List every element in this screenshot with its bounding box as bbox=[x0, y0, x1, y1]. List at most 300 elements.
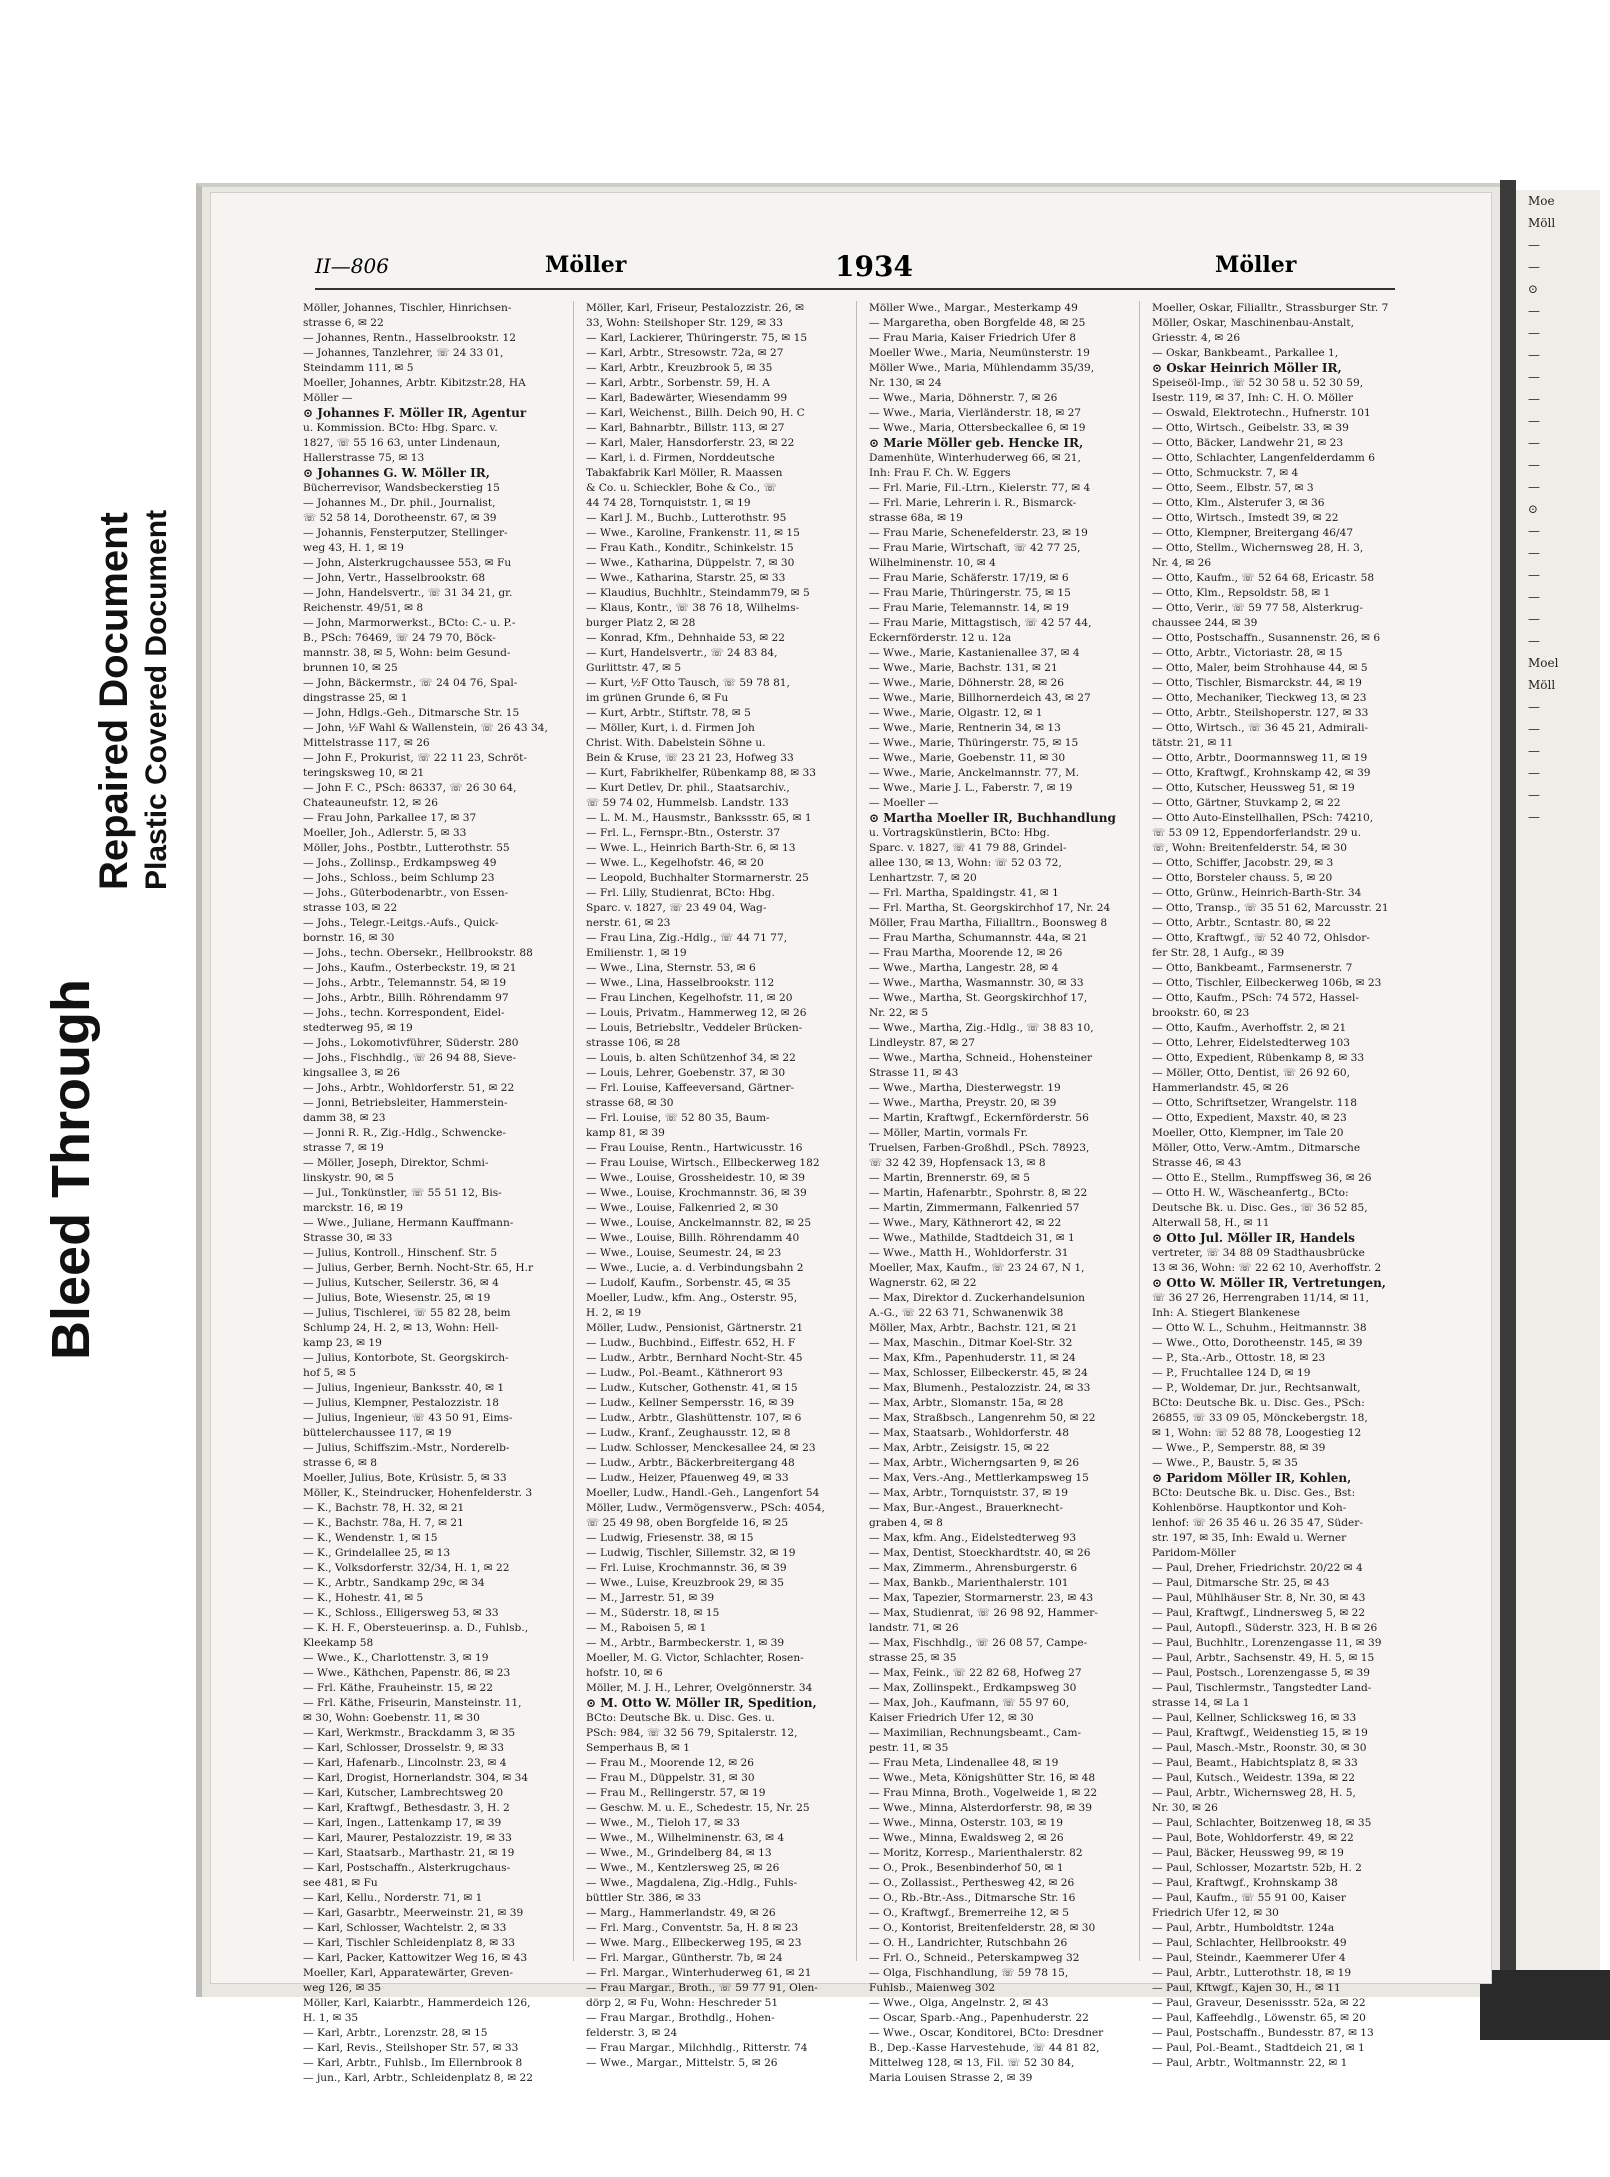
directory-entry: Kaiser Friedrich Ufer 12, ✉ 30 bbox=[869, 1712, 1034, 1724]
directory-entry: — Otto, Seem., Elbstr. 57, ✉ 3 bbox=[1152, 482, 1314, 494]
directory-entry: — Maximilian, Rechnungsbeamt., Cam- bbox=[869, 1727, 1082, 1739]
directory-entry: ☏ 59 74 02, Hummelsb. Landstr. 133 bbox=[586, 797, 789, 809]
directory-entry: — Karl, Schlosser, Wachtelstr. 2, ✉ 33 bbox=[303, 1922, 507, 1934]
directory-entry: — Otto, Gärtner, Stuvkamp 2, ✉ 22 bbox=[1152, 797, 1341, 809]
directory-entry: — Frau Marie, Schenefelderstr. 23, ✉ 19 bbox=[869, 527, 1088, 539]
directory-entry: — K., Volksdorferstr. 32/34, H. 1, ✉ 22 bbox=[303, 1562, 510, 1574]
directory-entry: — Wwe., Marie, Rentnerin 34, ✉ 13 bbox=[869, 722, 1061, 734]
directory-entry: — Max, Arbtr., Slomanstr. 15a, ✉ 28 bbox=[869, 1397, 1064, 1409]
directory-entry: — Karl, Bahnarbtr., Billstr. 113, ✉ 27 bbox=[586, 422, 785, 434]
directory-entry: — Kurt Detlev, Dr. phil., Staatsarchiv., bbox=[586, 782, 790, 794]
directory-entry: — Paul, Arbtr., Wichernsweg 28, H. 5, bbox=[1152, 1787, 1356, 1799]
directory-entry: Christ. With. Dabelstein Söhne u. bbox=[586, 737, 766, 749]
adjacent-page-fragment: — bbox=[1528, 414, 1540, 428]
directory-entry: — Frl. Lilly, Studienrat, BCto: Hbg. bbox=[586, 887, 775, 899]
directory-entry: — Max, Vers.-Ang., Mettlerkampsweg 15 bbox=[869, 1472, 1089, 1484]
directory-entry: — Wwe., M., Wilhelminenstr. 63, ✉ 4 bbox=[586, 1832, 785, 1844]
directory-entry: — Otto, Arbtr., Steilshoperstr. 127, ✉ 33 bbox=[1152, 707, 1369, 719]
adjacent-page-fragment: Moel bbox=[1528, 656, 1559, 670]
adjacent-page-fragment: — bbox=[1528, 260, 1540, 274]
directory-entry: Möller, Karl, Kaiarbtr., Hammerdeich 126, bbox=[303, 1997, 531, 2009]
directory-entry: Sparc. v. 1827, ☏ 41 79 88, Grindel- bbox=[869, 842, 1067, 854]
directory-entry: — Paul, Postsch., Lorenzengasse 5, ✉ 39 bbox=[1152, 1667, 1370, 1679]
directory-entry: — Paul, Bote, Wohldorferstr. 49, ✉ 22 bbox=[1152, 1832, 1354, 1844]
directory-entry: — Wwe., Lina, Hasselbrookstr. 112 bbox=[586, 977, 775, 989]
directory-entry: strasse 106, ✉ 28 bbox=[586, 1037, 681, 1049]
directory-entry: Möller, Otto, Verw.-Amtm., Ditmarsche bbox=[1152, 1142, 1361, 1154]
adjacent-page-fragment: Möll bbox=[1528, 216, 1556, 230]
directory-entry: strasse 6, ✉ 22 bbox=[303, 317, 384, 329]
directory-entry: — Otto H. W., Wäscheanfertg., BCto: bbox=[1152, 1187, 1349, 1199]
directory-entry: chaussee 244, ✉ 39 bbox=[1152, 617, 1258, 629]
directory-entry: — Wwe., M., Kentzlersweg 25, ✉ 26 bbox=[586, 1862, 780, 1874]
directory-entry: Strasse 30, ✉ 33 bbox=[303, 1232, 393, 1244]
directory-entry: im grünen Grunde 6, ✉ Fu bbox=[586, 692, 729, 704]
directory-entry: B., Dep.-Kasse Harvestehude, ☏ 44 81 82, bbox=[869, 2042, 1100, 2054]
adjacent-page-fragment: ⊙ bbox=[1528, 282, 1539, 296]
directory-entry: strasse 25, ✉ 35 bbox=[869, 1652, 957, 1664]
directory-entry: — Otto, Verir., ☏ 59 77 58, Alsterkrug- bbox=[1152, 602, 1363, 614]
adjacent-page-fragment: — bbox=[1528, 458, 1540, 472]
directory-entry: ☏ 25 49 98, oben Borgfelde 16, ✉ 25 bbox=[586, 1517, 789, 1529]
directory-entry: graben 4, ✉ 8 bbox=[869, 1517, 943, 1529]
directory-entry: — Julius, Gerber, Bernh. Nocht-Str. 65, H.r bbox=[303, 1262, 534, 1274]
directory-entry: — jun., Karl, Arbtr., Schleidenplatz 8, ✉ 22 bbox=[303, 2072, 533, 2084]
directory-entry: — Paul, Kaufm., ☏ 55 91 00, Kaiser bbox=[1152, 1892, 1346, 1904]
directory-entry: — Wwe., Magdalena, Zig.-Hdlg., Fuhls- bbox=[586, 1877, 798, 1889]
label-repaired-document: Repaired Document bbox=[92, 512, 136, 890]
directory-entry: — Frau Minna, Broth., Vogelweide 1, ✉ 22 bbox=[869, 1787, 1098, 1799]
directory-entry: Moeller, Max, Kaufm., ☏ 23 24 67, N 1, bbox=[869, 1262, 1085, 1274]
directory-entry: ⊙ Johannes F. Möller IR, Agentur bbox=[303, 406, 527, 420]
directory-entry: Mittelstrasse 117, ✉ 26 bbox=[303, 737, 430, 749]
directory-entry: — Frau Marie, Wirtschaft, ☏ 42 77 25, bbox=[869, 542, 1081, 554]
directory-entry: — Oscar, Sparb.-Ang., Papenhuderstr. 22 bbox=[869, 2012, 1089, 2024]
directory-entry: — Wwe., Katharina, Düppelstr. 7, ✉ 30 bbox=[586, 557, 795, 569]
directory-entry: — Otto, Lehrer, Eidelstedterweg 103 bbox=[1152, 1037, 1350, 1049]
directory-entry: — Wwe., Otto, Dorotheenstr. 145, ✉ 39 bbox=[1152, 1337, 1363, 1349]
adjacent-page-fragment: — bbox=[1528, 722, 1540, 736]
directory-entry: — O., Rb.-Btr.-Ass., Ditmarsche Str. 16 bbox=[869, 1892, 1076, 1904]
directory-entry: — O., Zollassist., Perthesweg 42, ✉ 26 bbox=[869, 1877, 1075, 1889]
directory-entry: — Karl, Arbtr., Lorenzstr. 28, ✉ 15 bbox=[303, 2027, 488, 2039]
directory-entry: 33, Wohn: Steilshoper Str. 129, ✉ 33 bbox=[586, 317, 783, 329]
directory-entry: — John, Marmorwerkst., BCto: C.- u. P.- bbox=[303, 617, 516, 629]
directory-entry: dingstrasse 25, ✉ 1 bbox=[303, 692, 408, 704]
directory-entry: — John, Vertr., Hasselbrookstr. 68 bbox=[303, 572, 486, 584]
directory-entry: — Otto, Expedient, Maxstr. 40, ✉ 23 bbox=[1152, 1112, 1347, 1124]
directory-entry: — John, Alsterkrugchaussee 553, ✉ Fu bbox=[303, 557, 512, 569]
directory-entry: 13 ✉ 36, Wohn: ☏ 22 62 10, Averhoffstr. 2 bbox=[1152, 1262, 1382, 1274]
directory-entry: stedterweg 95, ✉ 19 bbox=[303, 1022, 413, 1034]
directory-entry: — Frau M., Moorende 12, ✉ 26 bbox=[586, 1757, 754, 1769]
directory-entry: — Wwe., P., Baustr. 5, ✉ 35 bbox=[1152, 1457, 1298, 1469]
directory-entry: — Karl, Lackierer, Thüringerstr. 75, ✉ 15 bbox=[586, 332, 808, 344]
directory-entry: — Max, Arbtr., Tornquiststr. 37, ✉ 19 bbox=[869, 1487, 1069, 1499]
directory-entry: — Kurt, Handelsvertr., ☏ 24 83 84, bbox=[586, 647, 778, 659]
directory-entry: PSch: 984, ☏ 32 56 79, Spitalerstr. 12, bbox=[586, 1727, 798, 1739]
directory-entry: — Frl. Käthe, Friseurin, Mansteinstr. 11, bbox=[303, 1697, 522, 1709]
directory-entry: Möller, Ludw., Pensionist, Gärtnerstr. 21 bbox=[586, 1322, 804, 1334]
directory-entry: — Paul, Autopfl., Süderstr. 323, H. B ✉ 26 bbox=[1152, 1622, 1378, 1634]
scan-corner-shadow bbox=[1480, 1970, 1610, 2040]
directory-entry: — Frl. Louise, ☏ 52 80 35, Baum- bbox=[586, 1112, 770, 1124]
adjacent-page-fragment: Moe bbox=[1528, 194, 1555, 208]
directory-entry: Speiseöl-Imp., ☏ 52 30 58 u. 52 30 59, bbox=[1152, 377, 1364, 389]
directory-entry: — Karl, Kutscher, Lambrechtsweg 20 bbox=[303, 1787, 504, 1799]
directory-entry: — Paul, Kraftwgf., Lindnersweg 5, ✉ 22 bbox=[1152, 1607, 1366, 1619]
directory-entry: Schlump 24, H. 2, ✉ 13, Wohn: Hell- bbox=[303, 1322, 499, 1334]
directory-entry: ✉ 1, Wohn: ☏ 52 88 78, Loogestieg 12 bbox=[1152, 1427, 1362, 1439]
directory-entry: — Otto, Bankbeamt., Farmsenerstr. 7 bbox=[1152, 962, 1353, 974]
directory-entry: — Frl. L., Fernspr.-Btn., Osterstr. 37 bbox=[586, 827, 781, 839]
directory-entry: fer Str. 28, 1 Aufg., ✉ 39 bbox=[1152, 947, 1285, 959]
directory-entry: — John F., Prokurist, ☏ 22 11 23, Schröt- bbox=[303, 752, 527, 764]
directory-entry: — Kurt, ½F Otto Tausch, ☏ 59 78 81, bbox=[586, 677, 790, 689]
directory-entry: — Karl, Kellu., Norderstr. 71, ✉ 1 bbox=[303, 1892, 483, 1904]
directory-entry: Emilienstr. 1, ✉ 19 bbox=[586, 947, 687, 959]
directory-entry: — Paul, Kellner, Schlicksweg 16, ✉ 33 bbox=[1152, 1712, 1357, 1724]
directory-entry: — Frau Marie, Mittagstisch, ☏ 42 57 44, bbox=[869, 617, 1092, 629]
directory-entry: — M., Arbtr., Barmbeckerstr. 1, ✉ 39 bbox=[586, 1637, 785, 1649]
directory-entry: — Wwe., Marie, Olgastr. 12, ✉ 1 bbox=[869, 707, 1043, 719]
directory-entry: — Karl, Maurer, Pestalozzistr. 19, ✉ 33 bbox=[303, 1832, 512, 1844]
directory-entry: — P., Fruchtallee 124 D, ✉ 19 bbox=[1152, 1367, 1311, 1379]
directory-entry: — Johannis, Fensterputzer, Stellinger- bbox=[303, 527, 508, 539]
directory-entry: Strasse 11, ✉ 43 bbox=[869, 1067, 959, 1079]
directory-entry: Isestr. 119, ✉ 37, Inh: C. H. O. Möller bbox=[1152, 392, 1353, 404]
directory-entry: — Oswald, Elektrotechn., Hufnerstr. 101 bbox=[1152, 407, 1371, 419]
directory-entry: — Frl. Martha, Spaldingstr. 41, ✉ 1 bbox=[869, 887, 1059, 899]
directory-entry: — Wwe., Luise, Kreuzbrook 29, ✉ 35 bbox=[586, 1577, 784, 1589]
directory-entry: — Ludw., Heizer, Pfauenweg 49, ✉ 33 bbox=[586, 1472, 789, 1484]
directory-entry: — Frau Martha, Schumannstr. 44a, ✉ 21 bbox=[869, 932, 1088, 944]
directory-entry: — Johannes, Rentn., Hasselbrookstr. 12 bbox=[303, 332, 516, 344]
directory-entry: — Wwe., Mary, Käthnerort 42, ✉ 22 bbox=[869, 1217, 1062, 1229]
directory-entry: — Martin, Zimmermann, Falkenried 57 bbox=[869, 1202, 1080, 1214]
directory-entry: — Ludw., Pol.-Beamt., Käthnerort 93 bbox=[586, 1367, 783, 1379]
directory-entry: H. 1, ✉ 35 bbox=[303, 2012, 359, 2024]
directory-entry: ⊙ Martha Moeller IR, Buchhandlung bbox=[869, 811, 1116, 825]
directory-entry: — Frau Lina, Zig.-Hdlg., ☏ 44 71 77, bbox=[586, 932, 788, 944]
directory-entry: Möller, K., Steindrucker, Hohenfelderstr. 3 bbox=[303, 1487, 533, 1499]
directory-entry: — Wwe., Louise, Seumestr. 24, ✉ 23 bbox=[586, 1247, 782, 1259]
directory-entry: — Max, Maschin., Ditmar Koel-Str. 32 bbox=[869, 1337, 1073, 1349]
directory-entry: — Paul, Graveur, Desenissstr. 52a, ✉ 22 bbox=[1152, 1997, 1366, 2009]
directory-entry: — K., Arbtr., Sandkamp 29c, ✉ 34 bbox=[303, 1577, 485, 1589]
directory-entry: — Paul, Steindr., Kaemmerer Ufer 4 bbox=[1152, 1952, 1346, 1964]
directory-entry: — Otto, Arbtr., Doormannsweg 11, ✉ 19 bbox=[1152, 752, 1368, 764]
directory-entry: — Martin, Brennerstr. 69, ✉ 5 bbox=[869, 1172, 1031, 1184]
directory-entry: — Wwe., Martha, Preystr. 20, ✉ 39 bbox=[869, 1097, 1057, 1109]
directory-entry: — Wwe., Minna, Alsterdorferstr. 98, ✉ 39 bbox=[869, 1802, 1093, 1814]
adjacent-page-fragment: — bbox=[1528, 568, 1540, 582]
directory-entry: — Otto, Bäcker, Landwehr 21, ✉ 23 bbox=[1152, 437, 1344, 449]
column-2 bbox=[586, 301, 857, 2069]
directory-entry: — Paul, Bäcker, Heussweg 99, ✉ 19 bbox=[1152, 1847, 1344, 1859]
adjacent-page-fragment: Möll bbox=[1528, 678, 1556, 692]
adjacent-page-fragment: — bbox=[1528, 238, 1540, 252]
directory-entry: teringsksweg 10, ✉ 21 bbox=[303, 767, 425, 779]
directory-entry: tätstr. 21, ✉ 11 bbox=[1152, 737, 1234, 749]
directory-entry: Bücherrevisor, Wandsbeckerstieg 15 bbox=[303, 482, 500, 494]
directory-entry: — Wwe., Martha, Schneid., Hohensteiner bbox=[869, 1052, 1093, 1064]
adjacent-page-fragment: — bbox=[1528, 788, 1540, 802]
directory-entry: Nr. 4, ✉ 26 bbox=[1152, 557, 1212, 569]
directory-entry: — Paul, Kftwgf., Kajen 30, H., ✉ 11 bbox=[1152, 1982, 1341, 1994]
adjacent-page-fragment: ⊙ bbox=[1528, 502, 1539, 516]
directory-entry: kamp 81, ✉ 39 bbox=[586, 1127, 665, 1139]
directory-entry: Truelsen, Farben-Großhdl., PSch. 78923, bbox=[869, 1142, 1090, 1154]
directory-entry: — Klaudius, Buchhltr., Steindamm79, ✉ 5 bbox=[586, 587, 810, 599]
directory-entry: — John, Bäckermstr., ☏ 24 04 76, Spal- bbox=[303, 677, 518, 689]
directory-entry: BCto: Deutsche Bk. u. Disc. Ges. u. bbox=[586, 1712, 775, 1724]
directory-entry: Deutsche Bk. u. Disc. Ges., ☏ 36 52 85, bbox=[1152, 1202, 1368, 1214]
directory-entry: — Frl. Margar., Güntherstr. 7b, ✉ 24 bbox=[586, 1952, 783, 1964]
page-header bbox=[315, 248, 1395, 290]
directory-entry: — Otto, Arbtr., Victoriastr. 28, ✉ 15 bbox=[1152, 647, 1343, 659]
directory-entry: — Max, Bur.-Angest., Brauerknecht- bbox=[869, 1502, 1064, 1514]
adjacent-page-fragment: — bbox=[1528, 810, 1540, 824]
directory-entry: — Johs., Kaufm., Osterbeckstr. 19, ✉ 21 bbox=[303, 962, 517, 974]
directory-entry: — Max, Arbtr., Wicherngsarten 9, ✉ 26 bbox=[869, 1457, 1080, 1469]
directory-entry: — Karl, Packer, Kattowitzer Weg 16, ✉ 43 bbox=[303, 1952, 528, 1964]
directory-entry: — Otto, Kraftwgf., Krohnskamp 42, ✉ 39 bbox=[1152, 767, 1371, 779]
directory-entry: — Wwe., Marie, Thüringerstr. 75, ✉ 15 bbox=[869, 737, 1079, 749]
directory-entry: — Wwe., Juliane, Hermann Kauffmann- bbox=[303, 1217, 514, 1229]
directory-entry: — M., Raboisen 5, ✉ 1 bbox=[586, 1622, 707, 1634]
directory-entry: Möller, Johs., Postbtr., Lutterothstr. 55 bbox=[303, 842, 510, 854]
directory-entry: — Paul, Tischlermstr., Tangstedter Land- bbox=[1152, 1682, 1372, 1694]
directory-entry: Möller, Max, Arbtr., Bachstr. 121, ✉ 21 bbox=[869, 1322, 1078, 1334]
directory-entry: Tabakfabrik Karl Möller, R. Maassen bbox=[586, 467, 783, 479]
directory-entry: 44 74 28, Tornquiststr. 1, ✉ 19 bbox=[586, 497, 751, 509]
directory-entry: Wagnerstr. 62, ✉ 22 bbox=[869, 1277, 977, 1289]
directory-entry: str. 197, ✉ 35, Inh: Ewald u. Werner bbox=[1152, 1532, 1347, 1544]
directory-entry: ⊙ Johannes G. W. Möller IR, bbox=[303, 466, 490, 480]
directory-entry: — Marg., Hammerlandstr. 49, ✉ 26 bbox=[586, 1907, 776, 1919]
directory-entry: — M., Jarrestr. 51, ✉ 39 bbox=[586, 1592, 715, 1604]
directory-entry: Paridom-Möller bbox=[1152, 1547, 1236, 1559]
directory-entry: ⊙ Otto W. Möller IR, Vertretungen, bbox=[1152, 1276, 1386, 1290]
directory-entry: — Julius, Kontroll., Hinschenf. Str. 5 bbox=[303, 1247, 498, 1259]
directory-entry: — Jonni R. R., Zig.-Hdlg., Schwencke- bbox=[303, 1127, 506, 1139]
directory-entry: Friedrich Ufer 12, ✉ 30 bbox=[1152, 1907, 1279, 1919]
adjacent-page-fragment: — bbox=[1528, 590, 1540, 604]
directory-entry: — Otto, Klm., Alsterufer 3, ✉ 36 bbox=[1152, 497, 1325, 509]
directory-entry: Reichenstr. 49/51, ✉ 8 bbox=[303, 602, 424, 614]
directory-entry: — Frau Marie, Thüringerstr. 75, ✉ 15 bbox=[869, 587, 1071, 599]
book-spine bbox=[1500, 180, 1516, 1990]
directory-entry: — K. H. F., Obersteuerinsp. a. D., Fuhlsb., bbox=[303, 1622, 529, 1634]
directory-entry: — Frau Kath., Konditr., Schinkelstr. 15 bbox=[586, 542, 794, 554]
adjacent-page-fragment: — bbox=[1528, 700, 1540, 714]
directory-entry: — Otto, Wirtsch., Geibelstr. 33, ✉ 39 bbox=[1152, 422, 1349, 434]
adjacent-page-fragment: — bbox=[1528, 348, 1540, 362]
adjacent-page-fragment: — bbox=[1528, 392, 1540, 406]
directory-entry: — Paul, Kraftwgf., Weidenstieg 15, ✉ 19 bbox=[1152, 1727, 1368, 1739]
directory-entry: — Johs., Arbtr., Wohldorferstr. 51, ✉ 22 bbox=[303, 1082, 515, 1094]
directory-entry: — Karl, Arbtr., Fuhlsb., Im Ellernbrook 8 bbox=[303, 2057, 523, 2069]
directory-entry: strasse 7, ✉ 19 bbox=[303, 1142, 384, 1154]
directory-entry: — Karl, Arbtr., Stresowstr. 72a, ✉ 27 bbox=[586, 347, 784, 359]
directory-entry: linskystr. 90, ✉ 5 bbox=[303, 1172, 394, 1184]
adjacent-page-fragment: — bbox=[1528, 634, 1540, 648]
directory-entry: — Paul, Beamt., Habichtsplatz 8, ✉ 33 bbox=[1152, 1757, 1358, 1769]
directory-entry: — Karl, Hafenarb., Lincolnstr. 23, ✉ 4 bbox=[303, 1757, 507, 1769]
directory-entry: — Wwe., Marie, Döhnerstr. 28, ✉ 26 bbox=[869, 677, 1065, 689]
directory-entry: — Johs., techn. Korrespondent, Eidel- bbox=[303, 1007, 505, 1019]
directory-entry: — Paul, Pol.-Beamt., Stadtdeich 21, ✉ 1 bbox=[1152, 2042, 1365, 2054]
directory-entry: ☏ 52 58 14, Dorotheenstr. 67, ✉ 39 bbox=[303, 512, 497, 524]
header-right-title: Möller bbox=[1215, 252, 1297, 278]
directory-entry: — K., Schloss., Elligersweg 53, ✉ 33 bbox=[303, 1607, 499, 1619]
directory-entry: ⊙ M. Otto W. Möller IR, Spedition, bbox=[586, 1696, 817, 1710]
directory-entry: — Karl, Kraftwgf., Bethesdastr. 3, H. 2 bbox=[303, 1802, 510, 1814]
directory-entry: — Karl, Schlosser, Drosselstr. 9, ✉ 33 bbox=[303, 1742, 504, 1754]
directory-entry: — Otto, Kraftwgf., ☏ 52 40 72, Ohlsdor- bbox=[1152, 932, 1370, 944]
directory-entry: — Otto, Arbtr., Scntastr. 80, ✉ 22 bbox=[1152, 917, 1331, 929]
directory-entry: — Wwe., Oscar, Konditorei, BCto: Dresdner bbox=[869, 2027, 1104, 2039]
directory-entry: ☏ 36 27 26, Herrengraben 11/14, ✉ 11, bbox=[1152, 1292, 1370, 1304]
directory-entry: BCto: Deutsche Bk. u. Disc. Ges., PSch: bbox=[1152, 1397, 1365, 1409]
directory-entry: — O. H., Landrichter, Rutschbahn 26 bbox=[869, 1937, 1068, 1949]
directory-entry: Moeller, Oskar, Filialltr., Strassburger Str. 7 bbox=[1152, 302, 1389, 314]
directory-entry: Gurlittstr. 47, ✉ 5 bbox=[586, 662, 682, 674]
directory-entry: — Paul, Schlosser, Mozartstr. 52b, H. 2 bbox=[1152, 1862, 1362, 1874]
adjacent-page-fragment: — bbox=[1528, 326, 1540, 340]
directory-entry: — K., Wendenstr. 1, ✉ 15 bbox=[303, 1532, 438, 1544]
directory-entry: Kleekamp 58 bbox=[303, 1637, 374, 1649]
directory-entry: — Wwe., Louise, Grossheidestr. 10, ✉ 39 bbox=[586, 1172, 805, 1184]
directory-entry: — John, ½F Wahl & Wallenstein, ☏ 26 43 34, bbox=[303, 722, 548, 734]
directory-entry: — Wwe., Martha, Wasmannstr. 30, ✉ 33 bbox=[869, 977, 1084, 989]
directory-entry: — Max, Joh., Kaufmann, ☏ 55 97 60, bbox=[869, 1697, 1070, 1709]
directory-entry: — Otto, Tischler, Eilbeckerweg 106b, ✉ 23 bbox=[1152, 977, 1382, 989]
column-3 bbox=[869, 301, 1140, 2084]
directory-entry: — Otto, Schmuckstr. 7, ✉ 4 bbox=[1152, 467, 1299, 479]
directory-entry: — O., Kraftwgf., Bremerreihe 12, ✉ 5 bbox=[869, 1907, 1069, 1919]
directory-entry: ✉ 30, Wohn: Goebenstr. 11, ✉ 30 bbox=[303, 1712, 480, 1724]
directory-entry: — Max, Straßbsch., Langenrehm 50, ✉ 22 bbox=[869, 1412, 1096, 1424]
directory-entry: — Otto, Borsteler chauss. 5, ✉ 20 bbox=[1152, 872, 1333, 884]
directory-entry: BCto: Deutsche Bk. u. Disc. Ges., Bst: bbox=[1152, 1487, 1356, 1499]
directory-entry: — Johs., Telegr.-Leitgs.-Aufs., Quick- bbox=[303, 917, 499, 929]
directory-entry: strasse 6, ✉ 8 bbox=[303, 1457, 378, 1469]
directory-entry: — Wwe., Olga, Angelnstr. 2, ✉ 43 bbox=[869, 1997, 1049, 2009]
directory-entry: — Geschw. M. u. E., Schedestr. 15, Nr. 25 bbox=[586, 1802, 810, 1814]
directory-entry: — John, Handelsvertr., ☏ 31 34 21, gr. bbox=[303, 587, 513, 599]
directory-entry: — Johs., Arbtr., Telemannstr. 54, ✉ 19 bbox=[303, 977, 507, 989]
directory-entry: — Otto, Klempner, Breitergang 46/47 bbox=[1152, 527, 1354, 539]
adjacent-page-fragment: — bbox=[1528, 744, 1540, 758]
directory-entry: — Johs., techn. Obersekr., Hellbrookstr. 88 bbox=[303, 947, 533, 959]
directory-entry: Möller, M. J. H., Lehrer, Ovelgönnerstr. 34 bbox=[586, 1682, 813, 1694]
directory-entry: Lindleystr. 87, ✉ 27 bbox=[869, 1037, 975, 1049]
directory-entry: — Wwe., Matth H., Wohldorferstr. 31 bbox=[869, 1247, 1069, 1259]
directory-entry: — Paul, Schlachter, Boitzenweg 18, ✉ 35 bbox=[1152, 1817, 1372, 1829]
directory-entry: — Paul, Buchhltr., Lorenzengasse 11, ✉ 39 bbox=[1152, 1637, 1382, 1649]
directory-entry: — Ludw., Kellner Sempersstr. 16, ✉ 39 bbox=[586, 1397, 795, 1409]
directory-entry: — Wwe., Martha, Diesterwegstr. 19 bbox=[869, 1082, 1061, 1094]
directory-entry: — Karl, Staatsarb., Marthastr. 21, ✉ 19 bbox=[303, 1847, 515, 1859]
directory-entry: — Ludw., Buchbind., Eiffestr. 652, H. F bbox=[586, 1337, 796, 1349]
directory-entry: — Otto, Mechaniker, Tieckweg 13, ✉ 23 bbox=[1152, 692, 1367, 704]
directory-entry: brunnen 10, ✉ 25 bbox=[303, 662, 398, 674]
directory-entry: — Max, Arbtr., Zeisigstr. 15, ✉ 22 bbox=[869, 1442, 1050, 1454]
directory-entry: see 481, ✉ Fu bbox=[303, 1877, 378, 1889]
directory-entry: — Julius, Kutscher, Seilerstr. 36, ✉ 4 bbox=[303, 1277, 499, 1289]
directory-entry: — Karl, Drogist, Hornerlandstr. 304, ✉ 34 bbox=[303, 1772, 529, 1784]
directory-entry: — Kurt, Fabrikhelfer, Rübenkamp 88, ✉ 33 bbox=[586, 767, 816, 779]
directory-entry: — Karl, Arbtr., Sorbenstr. 59, H. A bbox=[586, 377, 770, 389]
directory-entry: Wilhelminenstr. 10, ✉ 4 bbox=[869, 557, 996, 569]
directory-entry: — Otto, Klm., Repsoldstr. 58, ✉ 1 bbox=[1152, 587, 1331, 599]
directory-entry: marckstr. 16, ✉ 19 bbox=[303, 1202, 404, 1214]
directory-entry: — Paul, Kraftwgf., Krohnskamp 38 bbox=[1152, 1877, 1338, 1889]
directory-entry: — Wwe., Louise, Falkenried 2, ✉ 30 bbox=[586, 1202, 779, 1214]
directory-entry: — Julius, Bote, Wiesenstr. 25, ✉ 19 bbox=[303, 1292, 491, 1304]
directory-entry: lenhof: ☏ 26 35 46 u. 26 35 47, Süder- bbox=[1152, 1517, 1363, 1529]
directory-entry: Moeller, Karl, Apparatewärter, Greven- bbox=[303, 1967, 514, 1979]
directory-entry: — Frau Margar., Milchhdlg., Ritterstr. 74 bbox=[586, 2042, 808, 2054]
directory-entry: — Wwe., Marie J. L., Faberstr. 7, ✉ 19 bbox=[869, 782, 1073, 794]
directory-entry: Möller Wwe., Margar., Mesterkamp 49 bbox=[869, 302, 1078, 314]
directory-entry: — Otto, Transp., ☏ 35 51 62, Marcusstr. 21 bbox=[1152, 902, 1389, 914]
directory-entry: Inh: A. Stiegert Blankenese bbox=[1152, 1307, 1300, 1319]
directory-entry: — Frau Margar., Broth., ☏ 59 77 91, Olen- bbox=[586, 1982, 818, 1994]
directory-entry: — Olga, Fischhandlung, ☏ 59 78 15, bbox=[869, 1967, 1069, 1979]
directory-entry: — Ludwig, Tischler, Sillemstr. 32, ✉ 19 bbox=[586, 1547, 796, 1559]
directory-entry: — Paul, Arbtr., Lutterothstr. 18, ✉ 19 bbox=[1152, 1967, 1352, 1979]
directory-entry: Moeller, Joh., Adlerstr. 5, ✉ 33 bbox=[303, 827, 467, 839]
directory-entry: — Wwe., Karoline, Frankenstr. 11, ✉ 15 bbox=[586, 527, 800, 539]
directory-entry: Moeller, Otto, Klempner, im Tale 20 bbox=[1152, 1127, 1344, 1139]
directory-entry: ⊙ Otto Jul. Möller IR, Handels bbox=[1152, 1231, 1355, 1245]
adjacent-page-fragment: — bbox=[1528, 546, 1540, 560]
directory-entry: — Max, Zollinspekt., Erdkampsweg 30 bbox=[869, 1682, 1077, 1694]
directory-entry: strasse 68, ✉ 30 bbox=[586, 1097, 674, 1109]
directory-entry: — Otto, Postschaffn., Susannenstr. 26, ✉ 6 bbox=[1152, 632, 1381, 644]
column-4 bbox=[1152, 301, 1422, 2069]
adjacent-page-fragment: — bbox=[1528, 370, 1540, 384]
directory-entry: kamp 23, ✉ 19 bbox=[303, 1337, 382, 1349]
directory-entry: weg 43, H. 1, ✉ 19 bbox=[303, 542, 404, 554]
directory-entry: — Otto, Schriftsetzer, Wrangelstr. 118 bbox=[1152, 1097, 1357, 1109]
directory-entry: — Möller, Otto, Dentist, ☏ 26 92 60, bbox=[1152, 1067, 1350, 1079]
directory-entry: — Otto, Grünw., Heinrich-Barth-Str. 34 bbox=[1152, 887, 1362, 899]
directory-entry: — Ludw., Arbtr., Bäckerbreitergang 48 bbox=[586, 1457, 795, 1469]
directory-entry: — Otto E., Stellm., Rumpffsweg 36, ✉ 26 bbox=[1152, 1172, 1372, 1184]
directory-entry: — Wwe. L., Kegelhofstr. 46, ✉ 20 bbox=[586, 857, 764, 869]
directory-entry: — Wwe., Margar., Mittelstr. 5, ✉ 26 bbox=[586, 2057, 778, 2069]
directory-entry: Nr. 130, ✉ 24 bbox=[869, 377, 942, 389]
directory-entry: — Frl. Marie, Fil.-Ltrn., Kielerstr. 77, ✉ 4 bbox=[869, 482, 1091, 494]
directory-entry: — Wwe., Martha, Langestr. 28, ✉ 4 bbox=[869, 962, 1059, 974]
directory-entry: — Julius, Ingenieur, ☏ 43 50 91, Eims- bbox=[303, 1412, 513, 1424]
directory-entry: — Louis, Privatm., Hammerweg 12, ✉ 26 bbox=[586, 1007, 807, 1019]
directory-entry: — Frau M., Rellingerstr. 57, ✉ 19 bbox=[586, 1787, 766, 1799]
directory-entry: — Johs., Schloss., beim Schlump 23 bbox=[303, 872, 495, 884]
directory-entry: — Wwe., Marie, Kastanienallee 37, ✉ 4 bbox=[869, 647, 1080, 659]
directory-entry: — Wwe., Louise, Billh. Röhrendamm 40 bbox=[586, 1232, 800, 1244]
directory-entry: — Frau Martha, Moorende 12, ✉ 26 bbox=[869, 947, 1063, 959]
directory-entry: strasse 14, ✉ La 1 bbox=[1152, 1697, 1250, 1709]
directory-entry: — Wwe. L., Heinrich Barth-Str. 6, ✉ 13 bbox=[586, 842, 796, 854]
directory-entry: — Wwe., Mathilde, Stadtdeich 31, ✉ 1 bbox=[869, 1232, 1075, 1244]
directory-entry: — Karl, Postschaffn., Alsterkrugchaus- bbox=[303, 1862, 511, 1874]
directory-entry: — Frl. Margar., Winterhuderweg 61, ✉ 21 bbox=[586, 1967, 812, 1979]
